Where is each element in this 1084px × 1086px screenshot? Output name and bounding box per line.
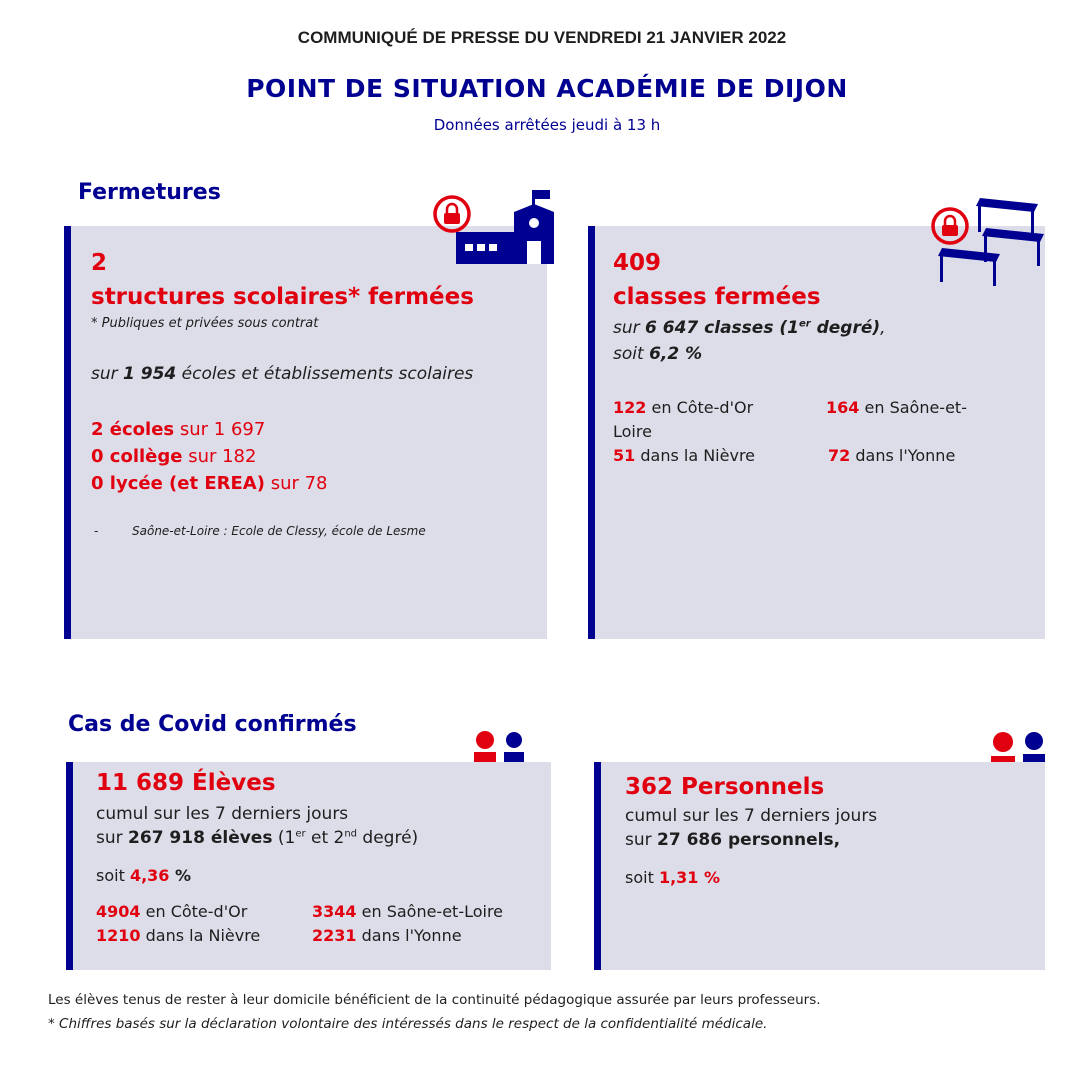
card-accent-bar [588,226,595,639]
breakdown-rest: sur 78 [264,473,328,494]
dept-yonne [828,446,955,465]
personnels-ratio [625,868,720,887]
classes-total [613,318,886,338]
dept-label: dans la Nièvre [635,446,756,465]
breakdown-rest: sur 1 697 [174,419,266,440]
dept-label: en Côte-d'Or [140,902,248,921]
school-building-icon [430,190,560,270]
dept-nievre [96,926,260,945]
structures-label: structures scolaires* fermées [91,284,474,310]
breakdown-bold: 0 lycée (et EREA) [91,473,265,494]
soit-prefix: soit [625,868,659,887]
section-title-fermetures: Fermetures [78,180,221,205]
dept-num: 122 [613,398,647,417]
total-suffix: écoles et établissements scolaires [176,364,474,384]
dept-num: 2231 [312,926,357,945]
dept-saone-et-loire [312,902,503,921]
total-prefix: sur [91,364,124,384]
eleves-headline: 11 689 Élèves [96,770,276,796]
structures-note: * Publiques et privées sous contrat [91,316,319,331]
total-value: 1 954 [123,364,177,384]
soit-value: 1,31 % [658,868,721,887]
dept-num: 1210 [96,926,141,945]
structures-card [64,226,547,639]
breakdown-colleges [91,443,328,470]
soit-prefix: soit [96,866,130,885]
dept-saone-et-loire [826,398,967,417]
personnels-headline: 362 Personnels [625,774,825,800]
sur-prefix: sur [613,318,646,338]
personnels-cumul: cumul sur les 7 derniers jours [625,806,878,826]
soit-value: 4,36 [129,866,170,885]
closure-detail: Saône-et-Loire : Ecole de Clessy, école de Lesme [132,524,426,538]
classes-ratio [613,344,702,364]
dept-nievre [613,446,755,465]
sur-paren: degré) [357,828,419,848]
footer-continuity-note: Les élèves tenus de rester à leur domicile bénéficient de la continuité pédagogique assurée par leurs professeurs. [48,992,821,1008]
card-accent-bar [594,762,601,970]
dept-label: dans l'Yonne [850,446,956,465]
soit-prefix: soit [613,344,650,364]
page-title: POINT DE SITUATION ACADÉMIE DE DIJON [246,74,848,103]
personnels-card [594,762,1045,970]
dept-num: 72 [828,446,851,465]
dept-label: en Saône-et- [859,398,967,417]
classes-count: 409 [613,250,662,276]
dept-num: 3344 [312,902,357,921]
breakdown-rest: sur 182 [182,446,257,467]
soit-unit: % [169,866,192,885]
sur-sup: er [798,318,811,330]
press-release-date: COMMUNIQUÉ DE PRESSE DU VENDREDI 21 JANVIER 2022 [297,28,787,47]
soit-value: 6,2 % [649,344,703,364]
dept-cote-dor [96,902,247,921]
sup: nd [344,828,358,840]
sur-paren: (1 [272,828,296,848]
dept-yonne [312,926,462,945]
sur-suffix: , [880,318,886,338]
dept-label: en Côte-d'Or [646,398,754,417]
dept-label: Loire [613,422,652,441]
eleves-cumul: cumul sur les 7 derniers jours [96,804,349,824]
structures-total [91,364,473,384]
structures-count: 2 [91,250,108,276]
page-subtitle: Données arrêtées jeudi à 13 h [433,116,661,134]
section-title-covid: Cas de Covid confirmés [68,712,357,737]
dept-label: dans l'Yonne [356,926,462,945]
eleves-card [66,762,551,970]
breakdown-lycees [91,470,328,497]
breakdown-ecoles [91,416,328,443]
sur-value: 27 686 personnels, [657,830,841,850]
structures-breakdown [91,416,328,497]
dept-cote-dor [613,398,753,417]
sur-value: 267 918 élèves [128,828,273,848]
card-accent-bar [66,762,73,970]
dept-label: en Saône-et-Loire [356,902,504,921]
card-accent-bar [64,226,71,639]
dept-num: 164 [826,398,860,417]
sur-value [645,318,880,338]
detail-dash: - [94,524,99,538]
classes-label: classes fermées [613,284,821,310]
eleves-ratio [96,866,191,885]
sur-prefix: sur [625,830,658,850]
breakdown-bold: 0 collège [91,446,183,467]
dept-saone-et-loire-wrap [613,422,652,441]
sup: er [295,828,306,840]
breakdown-bold: 2 écoles [91,419,175,440]
dept-num: 51 [613,446,636,465]
sur-paren: et 2 [305,828,345,848]
sur-prefix: sur [96,828,129,848]
sur-value-text: 6 647 classes (1 [645,318,799,338]
personnels-total [625,830,840,850]
footer-medical-note: * Chiffres basés sur la déclaration volontaire des intéressés dans le respect de la confidentialité médicale. [48,1016,768,1032]
dept-num: 4904 [96,902,141,921]
eleves-total [96,828,418,848]
sur-value-end: degré) [810,318,881,338]
dept-label: dans la Nièvre [140,926,261,945]
school-desks-icon [928,194,1052,294]
